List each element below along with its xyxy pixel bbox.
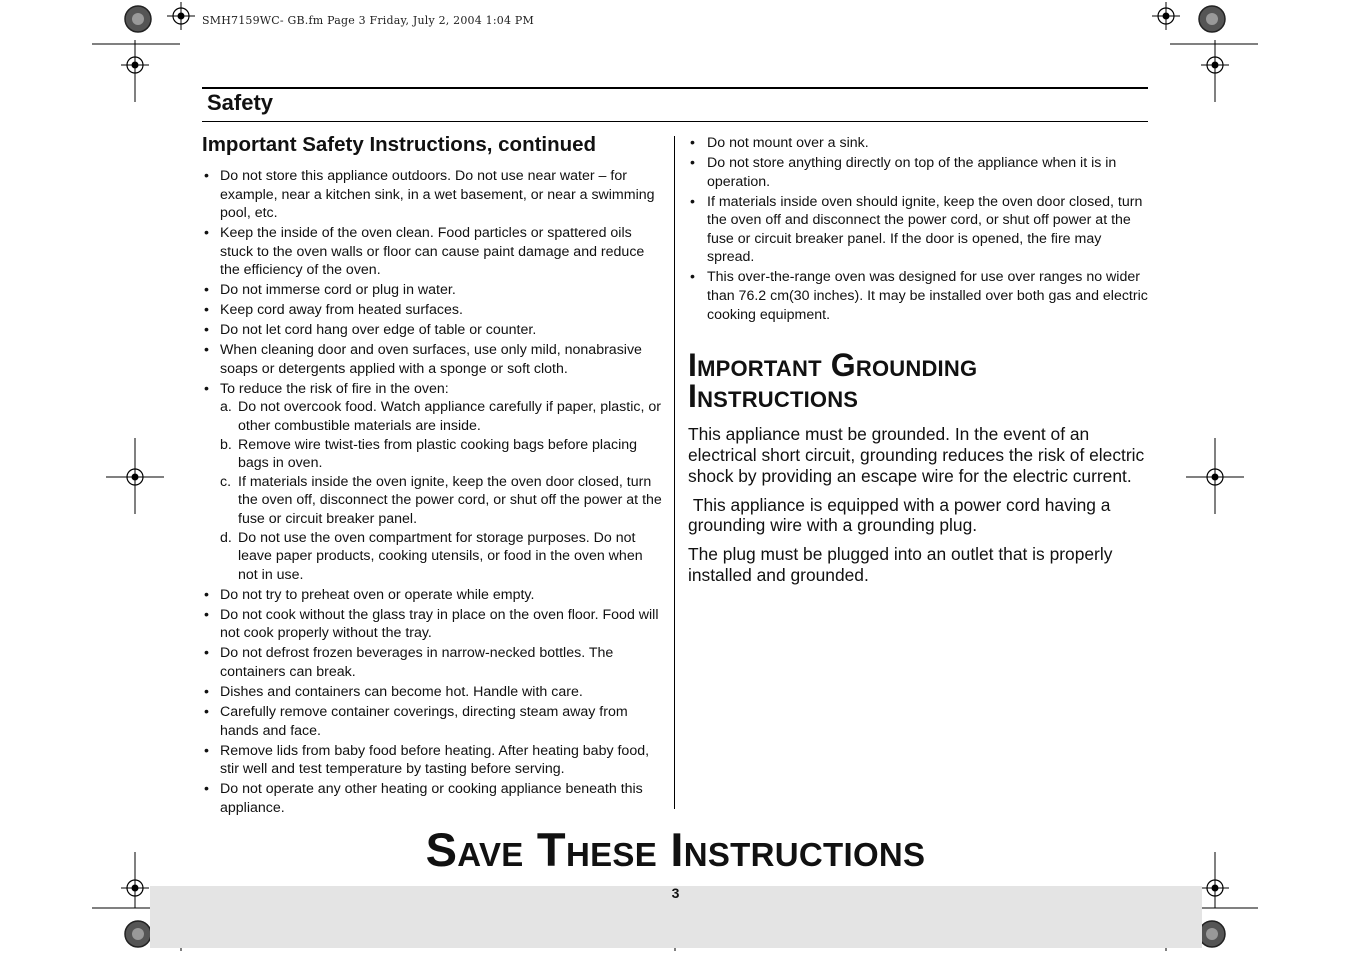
list-item: • Carefully remove container coverings, directing steam away from hands and face.	[202, 703, 662, 740]
list-item: • Do not store anything directly on top of the appliance when it is in operation.	[688, 154, 1150, 191]
list-item: • Do not mount over a sink.	[688, 134, 1150, 153]
sub-list-item	[220, 436, 662, 473]
print-slug-header: SMH7159WC- GB.fm Page 3 Friday, July 2, 2004 1:04 PM	[202, 14, 534, 27]
grounding-heading	[688, 347, 1150, 415]
grounding-heading-line1: Important Grounding	[688, 347, 978, 384]
sub-list-item	[220, 529, 662, 585]
grounding-paragraph: The plug must be plugged into an outlet that is properly installed and grounded.	[688, 544, 1113, 585]
header-underline	[202, 121, 1148, 122]
list-item: • Do not let cord hang over edge of table or counter.	[202, 321, 662, 340]
safety-list-continued	[688, 134, 1150, 324]
sub-list-item	[220, 398, 662, 435]
sub-item-text: Remove wire twist-ties from plastic cooking bags before placing bags in oven.	[238, 436, 637, 472]
right-column	[688, 134, 1150, 594]
list-item: • Dishes and containers can become hot. Handle with care.	[202, 683, 662, 702]
safety-list	[202, 167, 662, 817]
list-item: • Do not store this appliance outdoors. Do not use near water – for example, near a kitchen sink, in a wet basement, or near a swimming pool, etc.	[202, 167, 662, 223]
list-item: • Do not immerse cord or plug in water.	[202, 281, 662, 300]
list-item: • Do not try to preheat oven or operate while empty.	[202, 586, 662, 605]
list-item: • Do not defrost frozen beverages in narrow-necked bottles. The containers can break.	[202, 644, 662, 681]
column-divider	[674, 136, 675, 809]
sub-item-letter: a.	[220, 399, 232, 416]
grounding-paragraph: This appliance must be grounded. In the event of an electrical short circuit, grounding reduces the risk of electric shock by providing an escape wire for the electric current.	[688, 424, 1145, 486]
list-item: • Remove lids from baby food before heating. After heating baby food, stir well and test temperature by tasting before serving.	[202, 742, 662, 779]
list-item: • When cleaning door and oven surfaces, use only mild, nonabrasive soaps or detergents applied with a sponge or soft cloth.	[202, 341, 662, 378]
sub-item-letter: b.	[220, 436, 232, 453]
page-number: 3	[671, 885, 680, 901]
list-item: • This over-the-range oven was designed for use over ranges no wider than 76.2 cm(30 inches). It may be installed over both gas and electric cooking equipment.	[688, 268, 1150, 324]
section-title: Safety	[207, 90, 274, 115]
fire-risk-intro: To reduce the risk of fire in the oven:	[220, 380, 449, 397]
grounding-heading-line2: Instructions	[688, 378, 859, 415]
list-item: • Do not cook without the glass tray in place on the oven floor. Food will not cook properly without the tray.	[202, 606, 662, 643]
sub-item-letter: c.	[220, 473, 232, 490]
list-item-fire-risk	[202, 380, 662, 585]
sub-item-text: If materials inside the oven ignite, keep the oven door closed, turn the oven off, disconnect the power cord, or shut off the power at the fuse or circuit breaker panel.	[238, 473, 662, 528]
subsection-title: Important Safety Instructions, continued	[202, 133, 597, 156]
fire-risk-sublist	[220, 398, 662, 584]
left-column	[202, 132, 662, 819]
grounding-paragraph: This appliance is equipped with a power cord having a grounding wire with a grounding plug.	[688, 494, 1116, 536]
save-instructions-heading: Save These Instructions	[425, 823, 926, 876]
sub-item-text: Do not overcook food. Watch appliance carefully if paper, plastic, or other combustible materials are inside.	[238, 399, 661, 435]
list-item: • Keep cord away from heated surfaces.	[202, 301, 662, 320]
header-rule	[202, 87, 1148, 89]
list-item: • Keep the inside of the oven clean. Food particles or spattered oils stuck to the oven walls or floor can cause paint damage and reduce the efficiency of the oven.	[202, 224, 662, 280]
list-item: • If materials inside oven should ignite, keep the oven door closed, turn the oven off and disconnect the power cord, or shut off power at the fuse or circuit breaker panel. If the door is opened, the fire may spread.	[688, 193, 1150, 267]
sub-item-letter: d.	[220, 529, 232, 546]
list-item: • Do not operate any other heating or cooking appliance beneath this appliance.	[202, 780, 662, 817]
sub-item-text: Do not use the oven compartment for storage purposes. Do not leave paper products, cooking utensils, or food in the oven when not in use.	[238, 529, 643, 583]
sub-list-item	[220, 473, 662, 529]
